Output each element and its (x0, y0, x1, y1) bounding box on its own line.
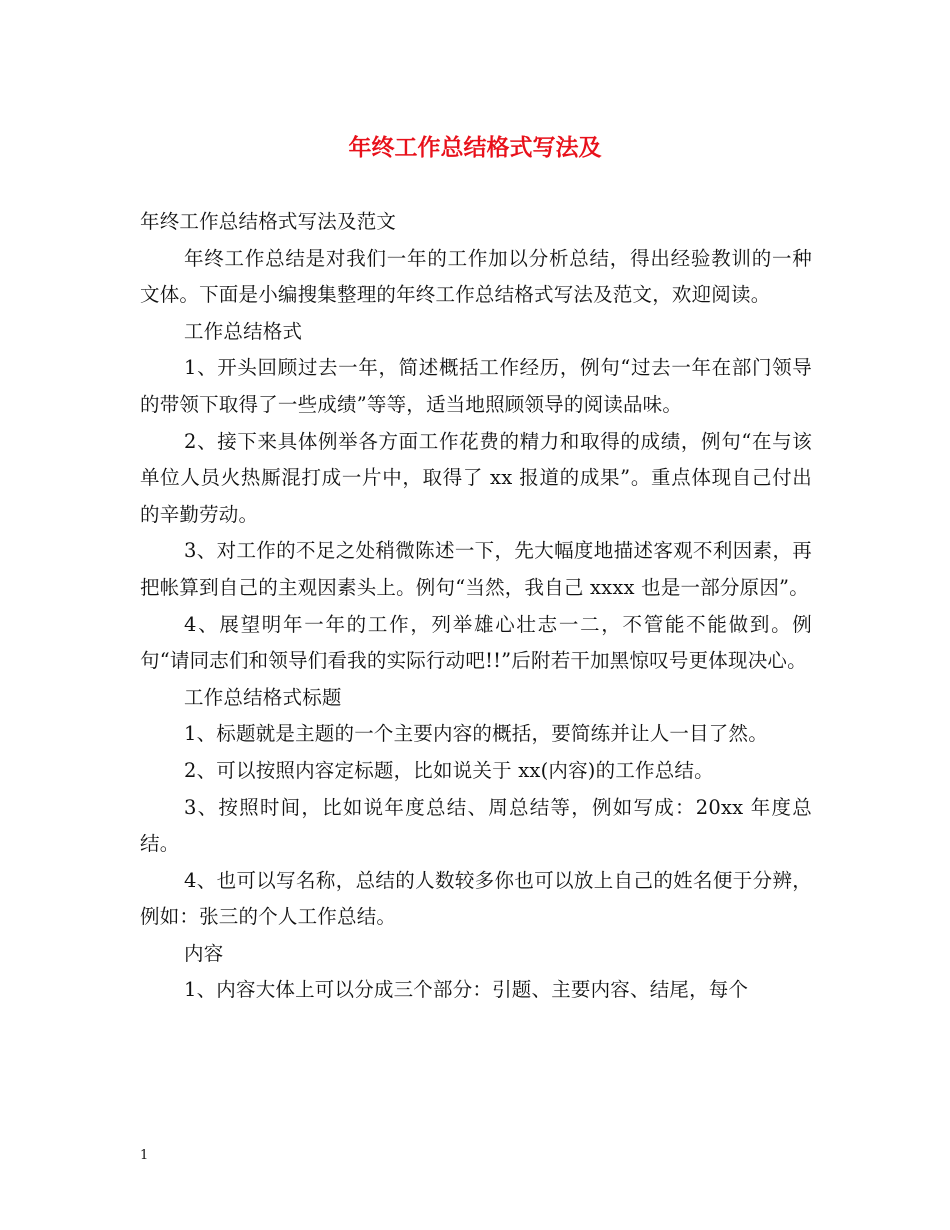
paragraph-subtitle: 年终工作总结格式写法及范文 (140, 210, 397, 233)
paragraph-format-3: 3、对工作的不足之处稍微陈述一下，先大幅度地描述客观不利因素，再把帐算到自己的主观因素头上。例句“当然，我自己 xxxx 也是一部分原因”。 (140, 539, 812, 599)
paragraph-title-2: 2、可以按照内容定标题，比如说关于 xx(内容)的工作总结。 (184, 758, 714, 782)
section-heading-content: 内容 (184, 941, 224, 965)
document-body (140, 204, 812, 1009)
paragraph-title-3: 3、按照时间，比如说年度总结、周总结等，例如写成：20xx 年度总结。 (140, 795, 812, 856)
paragraph-title-4: 4、也可以写名称，总结的人数较多你也可以放上自己的姓名便于分辨，例如：张三的个人工作总结。 (140, 868, 812, 929)
section-heading-format: 工作总结格式 (184, 319, 303, 343)
section-heading-title: 工作总结格式标题 (184, 685, 342, 709)
document-title: 年终工作总结格式写法及 (348, 135, 602, 161)
paragraph-format-2: 2、接下来具体例举各方面工作花费的精力和取得的成绩，例句“在与该单位人员火热厮混打成一片中，取得了 xx 报道的成果”。重点体现自己付出的辛勤劳动。 (140, 429, 812, 526)
paragraph-format-4: 4、展望明年一年的工作，列举雄心壮志一二，不管能不能做到。例句“请同志们和领导们看我的实际行动吧!!”后附若干加黑惊叹号更体现决心。 (140, 612, 812, 673)
paragraph-content-1: 1、内容大体上可以分成三个部分：引题、主要内容、结尾，每个 (184, 978, 749, 1002)
paragraph-intro: 年终工作总结是对我们一年的工作加以分析总结，得出经验教训的一种文体。下面是小编搜集整理的年终工作总结格式写法及范文，欢迎阅读。 (140, 246, 812, 307)
paragraph-title-1: 1、标题就是主题的一个主要内容的概括，要简练并让人一目了然。 (184, 722, 768, 746)
paragraph-format-1: 1、开头回顾过去一年，简述概括工作经历，例句“过去一年在部门领导的带领下取得了一些成绩”等等，适当地照顾领导的阅读品味。 (140, 356, 812, 416)
page-number: 1 (140, 1148, 149, 1163)
